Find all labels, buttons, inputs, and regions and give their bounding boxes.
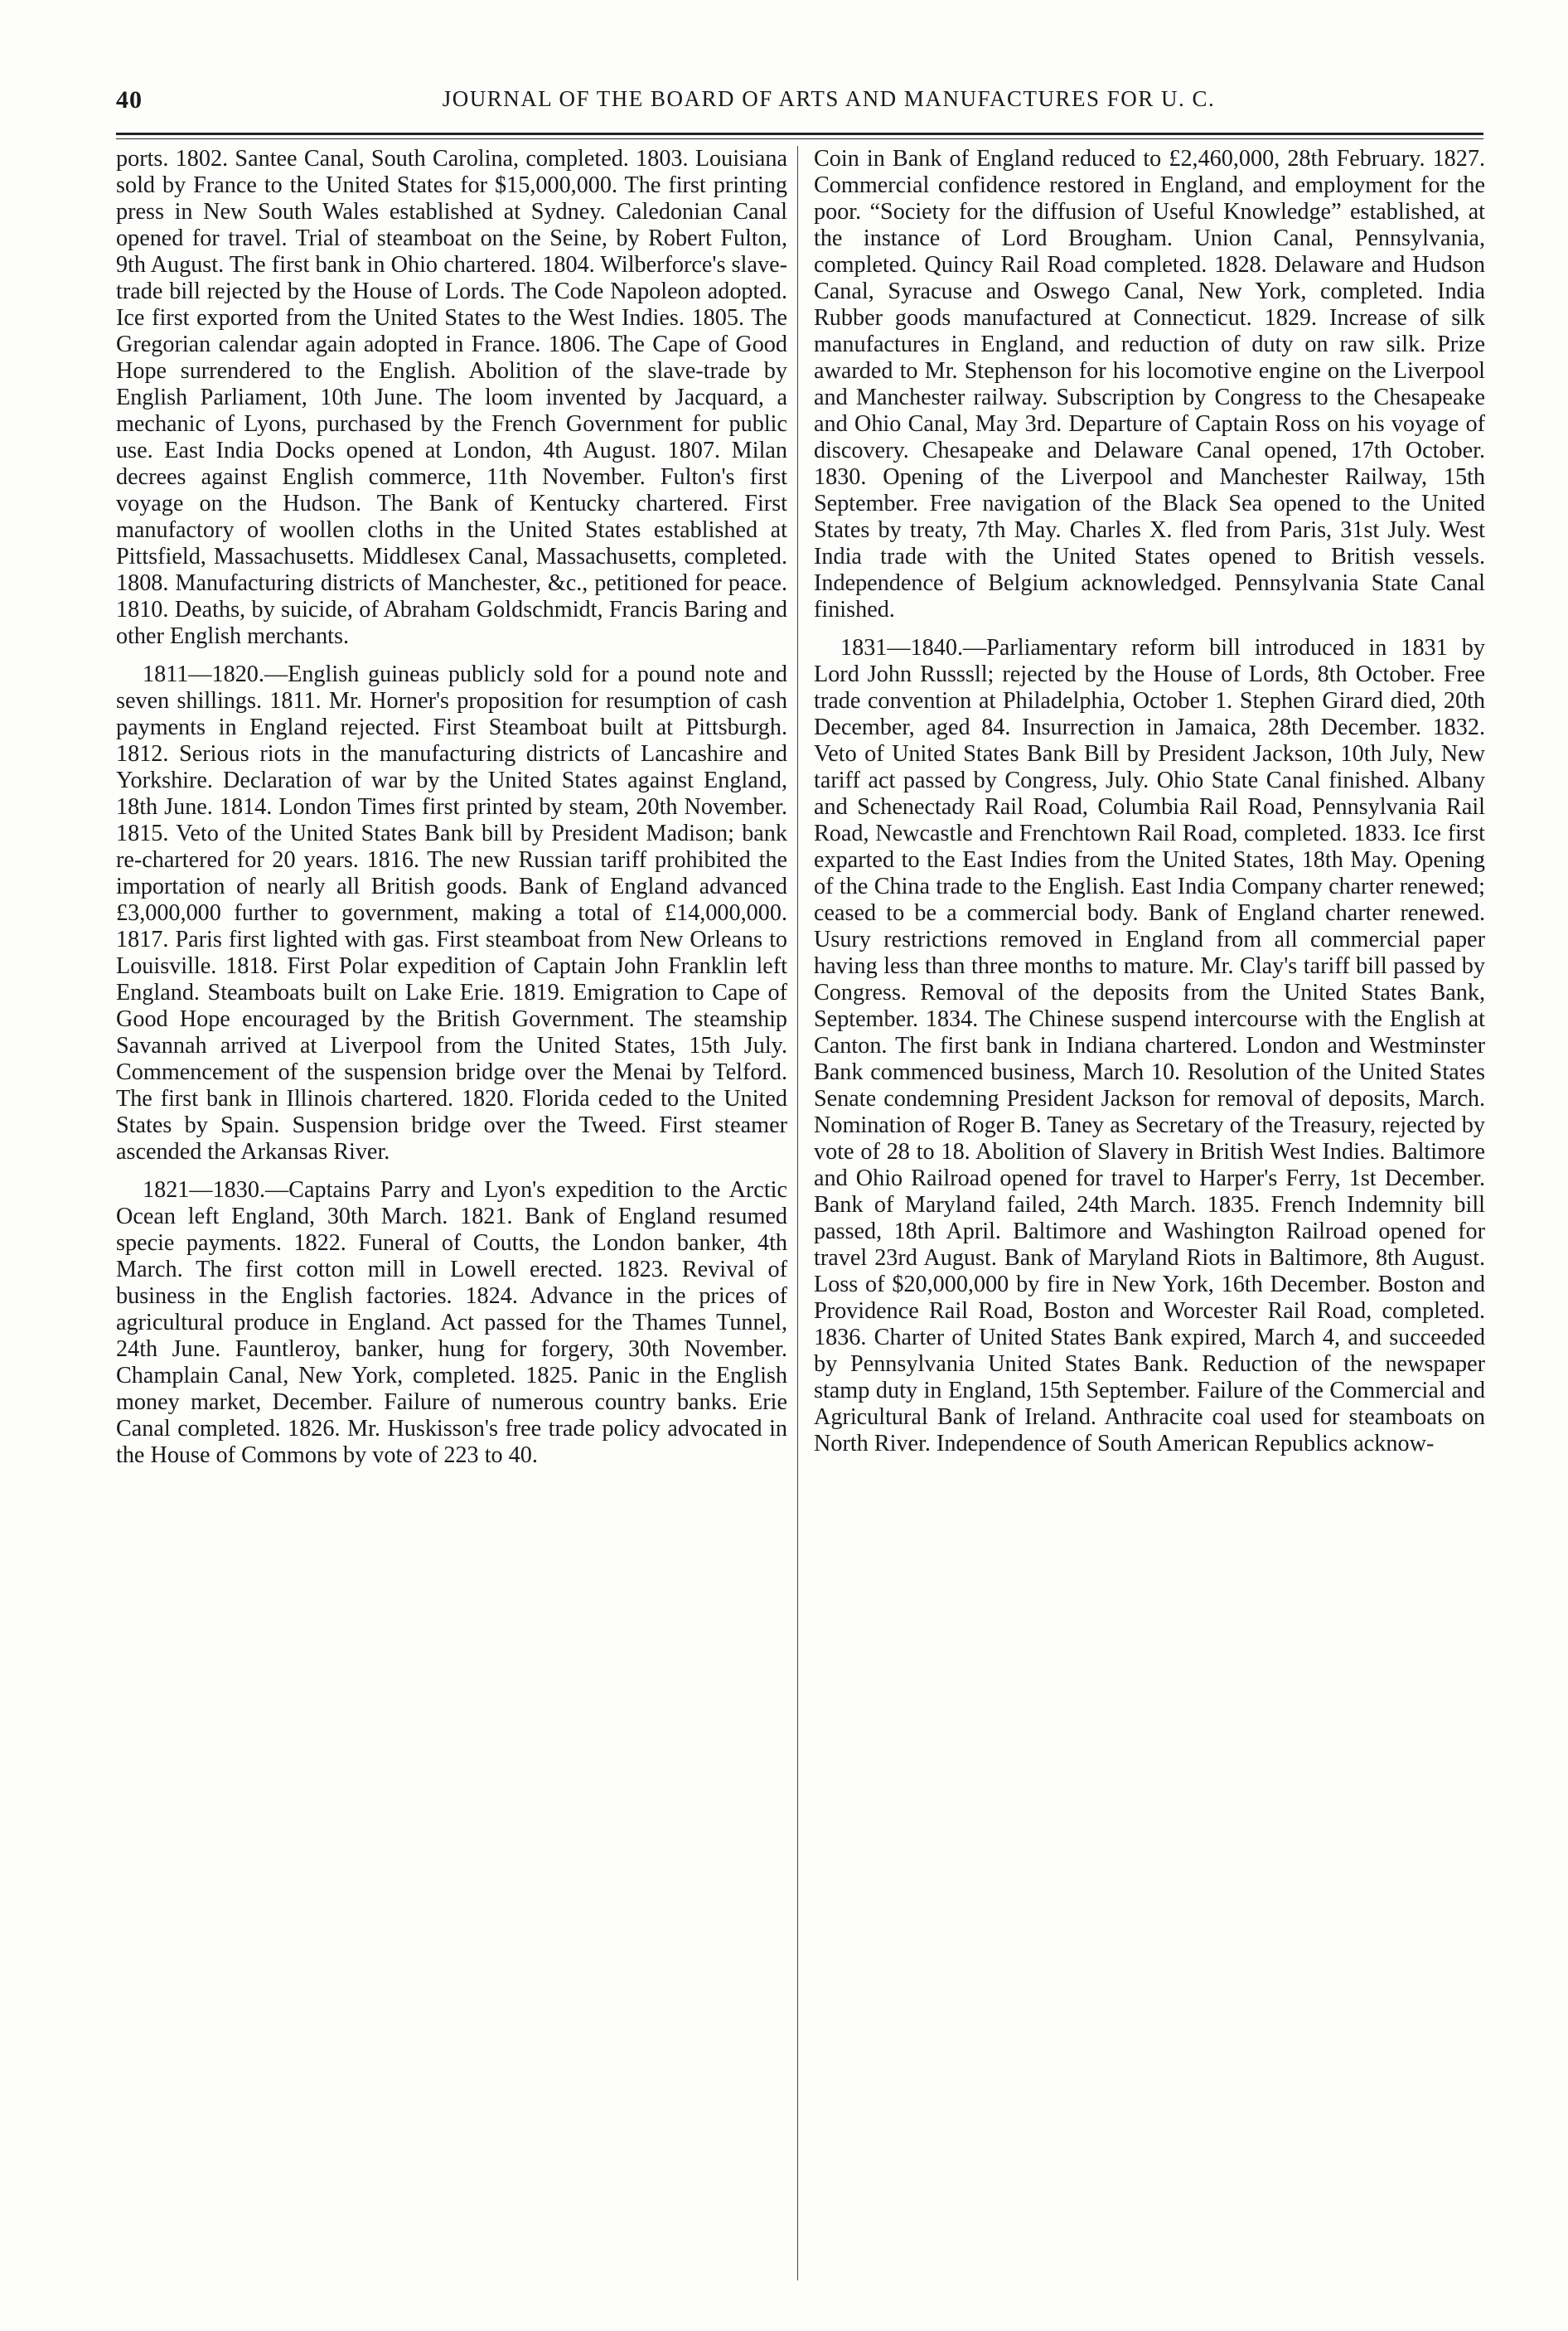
paragraph: Coin in Bank of England reduced to £2,460,000, 28th February. 1827. Commercial confidence restored in England, and employment for the poor. “Society for the diffusion of Useful Knowledge” established, at the instance of Lord Brougham. Union Canal, Pennsylvania, completed. Quincy Rail Road completed. 1828. Delaware and Hudson Canal, Syracuse and Oswego Canal, New York, completed. India Rubber goods manufactured at Connecticut. 1829. Increase of silk manufactures in England, and reduction of duty on raw silk. Prize awarded to Mr. Stephenson for his locomotive engine on the Liverpool and Manchester railway. Subscription by Congress to the Chesapeake and Ohio Canal, May 3rd. Departure of Captain Ross on his voyage of discovery. Chesapeake and Delaware Canal opened, 17th October. 1830. Opening of the Liverpool and Manchester Railway, 15th September. Free navigation of the Black Sea opened to the United States by treaty, 7th May. Charles X. fled from Paris, 31st July. West India trade with the United States opened to British vessels. Independence of Belgium acknowledged. Pennsylvania State Canal finished. (814, 146, 1485, 623)
running-title: JOURNAL OF THE BOARD OF ARTS AND MANUFACTURES FOR U. C. (442, 86, 1216, 111)
paragraph: 1821—1830.—Captains Parry and Lyon's expedition to the Arctic Ocean left England, 30th March. 1821. Bank of England resumed specie payments. 1822. Funeral of Coutts, the London banker, 4th March. The first cotton mill in Lowell erected. 1823. Revival of business in the English factories. 1824. Advance in the prices of agricultural produce in England. Act passed for the Thames Tunnel, 24th June. Fauntleroy, banker, hung for forgery, 30th November. Champlain Canal, New York, completed. 1825. Panic in the English money market, December. Failure of numerous country banks. Erie Canal completed. 1826. Mr. Huskisson's free trade policy advocated in the House of Commons by vote of 223 to 40. (116, 1177, 787, 1468)
paragraph: 1831—1840.—Parliamentary reform bill introduced in 1831 by Lord John Russsll; rejected by the House of Lords, 8th October. Free trade convention at Philadelphia, October 1. Stephen Girard died, 20th December, aged 84. Insurrection in Jamaica, 28th December. 1832. Veto of United States Bank Bill by President Jackson, 10th July, New tariff act passed by Congress, July. Ohio State Canal finished. Albany and Schenectady Rail Road, Columbia Rail Road, Pennsylvania Rail Road, Newcastle and Frenchtown Rail Road, completed. 1833. Ice first exparted to the East Indies from the United States, 18th May. Opening of the China trade to the English. East India Company charter renewed; ceased to be a commercial body. Bank of England charter renewed. Usury restrictions removed in England from all commercial paper having less than three months to mature. Mr. Clay's tariff bill passed by Congress. Removal of the deposits from the United States Bank, September. 1834. The Chinese suspend intercourse with the English at Canton. The first bank in Indiana chartered. London and Westminster Bank commenced business, March 10. Resolution of the United States Senate condemning President Jackson for removal of deposits, March. Nomination of Roger B. Taney as Secretary of the Treasury, rejected by vote of 28 to 18. Abolition of Slavery in British West Indies. Baltimore and Ohio Railroad opened for travel to Harper's Ferry, 1st December. Bank of Maryland failed, 24th March. 1835. French Indemnity bill passed, 18th April. Baltimore and Washington Railroad opened for travel 23rd August. Bank of Maryland Riots in Baltimore, 8th August. Loss of $20,000,000 by fire in New York, 16th December. Boston and Providence Rail Road, Boston and Worcester Rail Road, completed. 1836. Charter of United States Bank expired, March 4, and succeeded by Pennsylvania United States Bank. Reduction of the newspaper stamp duty in England, 15th September. Failure of the Commercial and Agricultural Bank of Ireland. Anthracite coal used for steamboats on North River. Independence of South American Republics acknow- (814, 635, 1485, 1456)
paragraph: 1811—1820.—English guineas publicly sold for a pound note and seven shillings. 1811. Mr. Horner's proposition for resumption of cash payments in England rejected. First Steamboat built at Pittsburgh. 1812. Serious riots in the manufacturing districts of Lancashire and Yorkshire. Declaration of war by the United States against England, 18th June. 1814. London Times first printed by steam, 20th November. 1815. Veto of the United States Bank bill by President Madison; bank re-chartered for 20 years. 1816. The new Russian tariff prohibited the importation of nearly all British goods. Bank of England advanced £3,000,000 further to government, making a total of £14,000,000. 1817. Paris first lighted with gas. First steamboat from New Orleans to Louisville. 1818. First Polar expedition of Captain John Franklin left England. Steamboats built on Lake Erie. 1819. Emigration to Cape of Good Hope encouraged by the British Government. The steamship Savannah arrived at Liverpool from the United States, 15th July. Commencement of the suspension bridge over the Menai by Telford. The first bank in Illinois chartered. 1820. Florida ceded to the United States by Spain. Suspension bridge over the Tweed. First steamer ascended the Arkansas River. (116, 662, 787, 1165)
right-column (814, 146, 1485, 1457)
header-rule-thin (116, 138, 1483, 139)
page-header (116, 86, 1483, 119)
left-column (116, 146, 787, 1469)
page-number: 40 (116, 86, 143, 114)
header-rule-thick (116, 133, 1483, 135)
column-divider (797, 146, 798, 2280)
paragraph: ports. 1802. Santee Canal, South Carolina, completed. 1803. Louisiana sold by France to the United States for $15,000,000. The first printing press in New South Wales established at Sydney. Caledonian Canal opened for travel. Trial of steamboat on the Seine, by Robert Fulton, 9th August. The first bank in Ohio chartered. 1804. Wilberforce's slave-trade bill rejected by the House of Lords. The Code Napoleon adopted. Ice first exported from the United States to the West Indies. 1805. The Gregorian calendar again adopted in France. 1806. The Cape of Good Hope surrendered to the English. Abolition of the slave-trade by English Parliament, 10th June. The loom invented by Jacquard, a mechanic of Lyons, purchased by the French Government for public use. East India Docks opened at London, 4th August. 1807. Milan decrees against English commerce, 11th November. Fulton's first voyage on the Hudson. The Bank of Kentucky chartered. First manufactory of woollen cloths in the United States established at Pittsfield, Massachusetts. Middlesex Canal, Massachusetts, completed. 1808. Manufacturing districts of Manchester, &c., petitioned for peace. 1810. Deaths, by suicide, of Abraham Goldschmidt, Francis Baring and other English merchants. (116, 146, 787, 649)
